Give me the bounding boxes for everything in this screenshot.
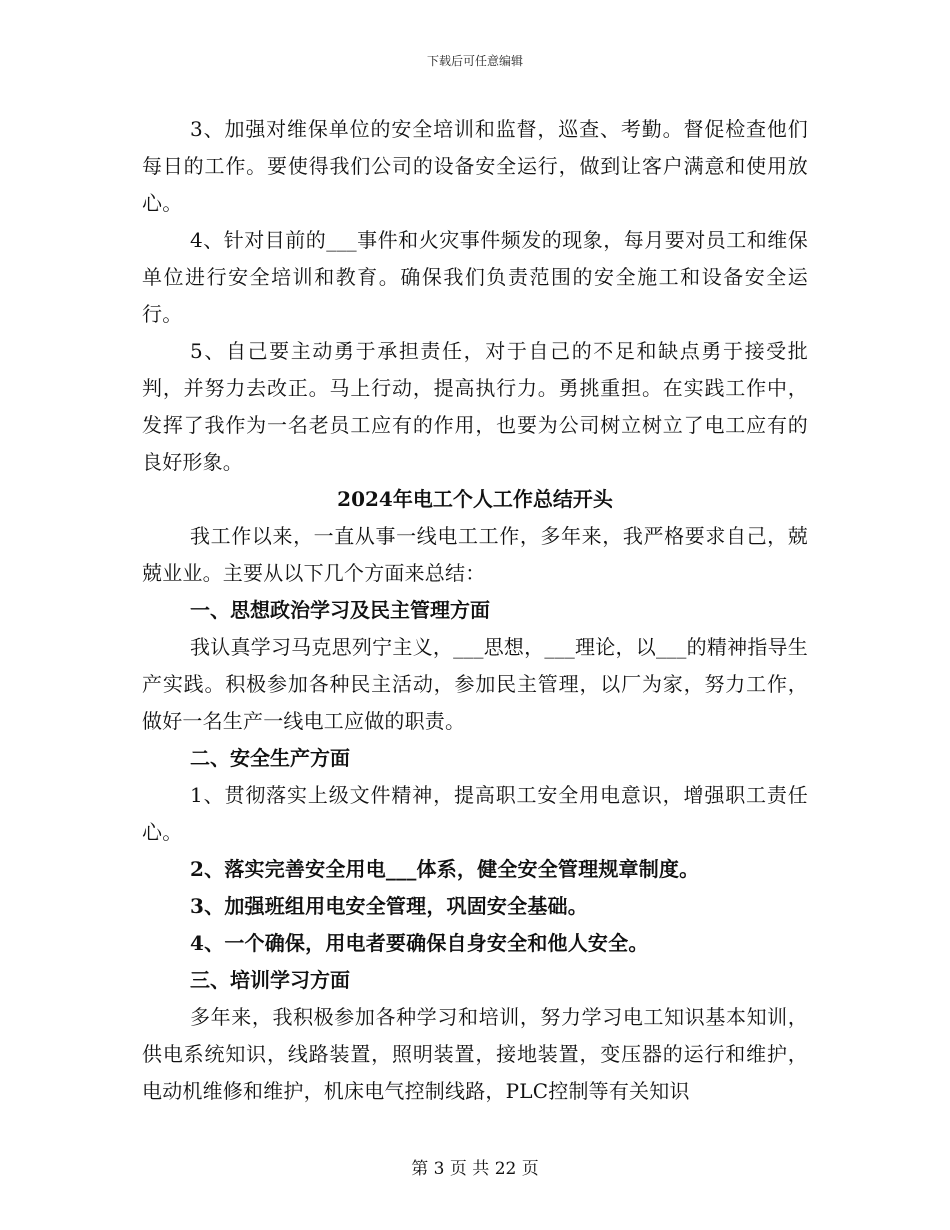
safety-item-3: 3、加强班组用电安全管理，巩固安全基础。 — [190, 894, 588, 918]
section-title: 2024年电工个人工作总结开头 — [337, 487, 613, 511]
political-study-paragraph: 我认真学习马克思列宁主义，___思想，___理论，以___的精神指导生产实践。积极参加各种民主活动，参加民主管理，以厂为家，努力工作，做好一名生产一线电工应做的职责。 — [142, 635, 808, 733]
training-paragraph: 多年来，我积极参加各种学习和培训，努力学习电工知识基本知训，供电系统知识，线路装置，照明装置，接地装置，变压器的运行和维护，电动机维修和维护，机床电气控制线路，PLC控制等有关知识 — [142, 1005, 808, 1103]
safety-item-2: 2、落实完善安全用电___体系，健全安全管理规章制度。 — [190, 857, 700, 881]
page-footer: 第 3 页 共 22 页 — [411, 1159, 539, 1179]
heading-political-study: 一、思想政治学习及民主管理方面 — [190, 598, 490, 622]
paragraph-item-5: 5、自己要主动勇于承担责任，对于自己的不足和缺点勇于接受批判，并努力去改正。马上行动，提高执行力。勇挑重担。在实践工作中，发挥了我作为一名老员工应有的作用，也要为公司树立树立了电工应有的良好形象。 — [142, 339, 808, 474]
paragraph-item-3: 3、加强对维保单位的安全培训和监督，巡查、考勤。督促检查他们每日的工作。要使得我们公司的设备安全运行，做到让客户满意和使用放心。 — [142, 117, 808, 215]
document-body — [142, 111, 808, 1110]
heading-safety-production: 二、安全生产方面 — [190, 746, 350, 770]
safety-item-1: 1、贯彻落实上级文件精神，提高职工安全用电意识，增强职工责任心。 — [142, 783, 808, 844]
safety-item-4: 4、一个确保，用电者要确保自身安全和他人安全。 — [190, 931, 649, 955]
paragraph-item-4: 4、针对目前的___事件和火灾事件频发的现象，每月要对员工和维保单位进行安全培训和教育。确保我们负责范围的安全施工和设备安全运行。 — [142, 228, 808, 326]
intro-paragraph: 我工作以来，一直从事一线电工工作，多年来，我严格要求自己，兢兢业业。主要从以下几个方面来总结： — [142, 524, 808, 585]
page-header: 下载后可任意编辑 — [426, 54, 523, 68]
heading-training: 三、培训学习方面 — [190, 968, 350, 992]
